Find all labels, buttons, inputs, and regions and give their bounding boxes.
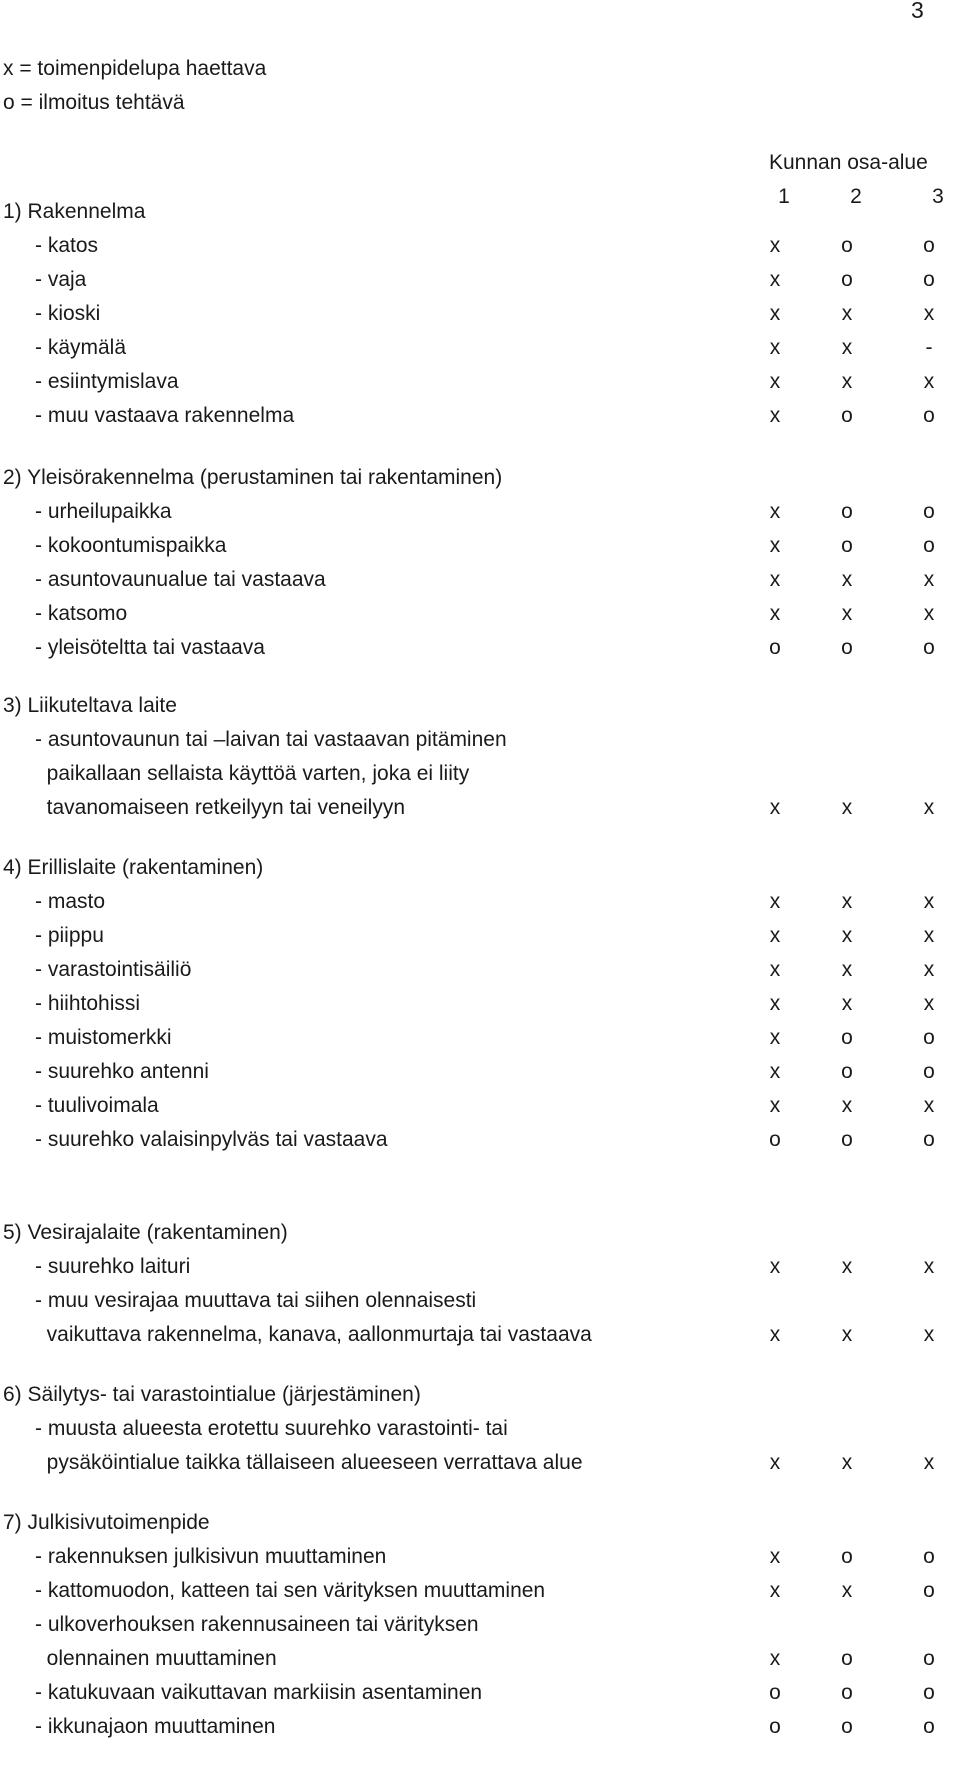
row-label: - katos xyxy=(35,234,99,257)
table-row xyxy=(3,365,958,399)
row-label: - esiintymislava xyxy=(35,370,179,393)
mark-area-3: o xyxy=(923,1681,935,1704)
mark-area-3: x xyxy=(923,890,935,913)
row-label: - katukuvaan vaikuttavan markiisin asentaminen xyxy=(35,1681,483,1704)
table-row xyxy=(3,1123,958,1157)
table-row xyxy=(3,529,958,563)
row-label: - muusta alueesta erotettu suurehko varastointi- tai xyxy=(35,1417,508,1440)
mark-area-2: o xyxy=(841,1715,853,1738)
table-row xyxy=(3,757,958,791)
mark-area-1: x xyxy=(769,602,781,625)
mark-area-2: o xyxy=(841,404,853,427)
mark-area-2: x xyxy=(841,992,853,1015)
mark-area-3: o xyxy=(923,1128,935,1151)
mark-area-3: o xyxy=(923,1579,935,1602)
row-label: - ikkunajaon muuttaminen xyxy=(35,1715,276,1738)
mark-area-1: x xyxy=(769,1647,781,1670)
mark-area-2: x xyxy=(841,958,853,981)
mark-area-2: x xyxy=(841,796,853,819)
mark-area-1: x xyxy=(769,336,781,359)
mark-area-3: x xyxy=(923,924,935,947)
section-5 xyxy=(3,1216,958,1352)
mark-area-3: x xyxy=(923,958,935,981)
mark-area-2: x xyxy=(841,602,853,625)
table-row xyxy=(3,1446,958,1480)
row-label: - urheilupaikka xyxy=(35,500,172,523)
mark-area-1: x xyxy=(769,992,781,1015)
mark-area-2: x xyxy=(841,336,853,359)
table-row xyxy=(3,597,958,631)
mark-area-1: x xyxy=(769,1255,781,1278)
mark-area-1: x xyxy=(769,1060,781,1083)
mark-area-3: o xyxy=(923,1545,935,1568)
table-row xyxy=(3,1021,958,1055)
section-4 xyxy=(3,851,958,1157)
section-7 xyxy=(3,1506,958,1744)
mark-area-1: x xyxy=(769,404,781,427)
table-row xyxy=(3,953,958,987)
mark-area-1: x xyxy=(769,534,781,557)
mark-area-2: o xyxy=(841,1681,853,1704)
mark-area-3: o xyxy=(923,500,935,523)
mark-area-1: x xyxy=(769,302,781,325)
mark-area-1: x xyxy=(769,1451,781,1474)
row-label: - kioski xyxy=(35,302,101,325)
table-row xyxy=(3,563,958,597)
legend-o: o = ilmoitus tehtävä xyxy=(3,91,185,114)
mark-area-3: x xyxy=(923,568,935,591)
mark-area-2: x xyxy=(841,890,853,913)
row-label: - tuulivoimala xyxy=(35,1094,159,1117)
table-row xyxy=(3,1412,958,1446)
table-row xyxy=(3,791,958,825)
mark-area-3: o xyxy=(923,534,935,557)
mark-area-2: o xyxy=(841,1128,853,1151)
mark-area-2: x xyxy=(841,924,853,947)
row-label: - muistomerkki xyxy=(35,1026,172,1049)
mark-area-3: x xyxy=(923,1323,935,1346)
row-label: - asuntovaunun tai –laivan tai vastaavan pitäminen xyxy=(35,728,507,751)
table-row xyxy=(3,331,958,365)
mark-area-1: x xyxy=(769,500,781,523)
row-label: - kokoontumispaikka xyxy=(35,534,227,557)
table-row xyxy=(3,919,958,953)
legend xyxy=(3,52,266,120)
mark-area-1: x xyxy=(769,1323,781,1346)
table-row xyxy=(3,263,958,297)
table-row xyxy=(3,1574,958,1608)
mark-area-3: o xyxy=(923,1715,935,1738)
mark-area-2: x xyxy=(841,1255,853,1278)
table-row xyxy=(3,1284,958,1318)
section-title: 7) Julkisivutoimenpide xyxy=(3,1511,210,1534)
mark-area-3: x xyxy=(923,602,935,625)
mark-area-1: x xyxy=(769,1094,781,1117)
mark-area-3: o xyxy=(923,1647,935,1670)
mark-area-1: x xyxy=(769,370,781,393)
mark-area-1: x xyxy=(769,234,781,257)
table-row xyxy=(3,495,958,529)
mark-area-1: o xyxy=(769,1715,781,1738)
mark-area-1: x xyxy=(769,568,781,591)
mark-area-2: x xyxy=(841,1323,853,1346)
mark-area-3: x xyxy=(923,992,935,1015)
section-title: 2) Yleisörakennelma (perustaminen tai rakentaminen) xyxy=(3,466,503,489)
mark-area-1: x xyxy=(769,268,781,291)
mark-area-2: x xyxy=(841,568,853,591)
row-label: - masto xyxy=(35,890,106,913)
mark-area-1: o xyxy=(769,1128,781,1151)
table-row xyxy=(3,1642,958,1676)
table-row xyxy=(3,723,958,757)
mark-area-3: x xyxy=(923,302,935,325)
table-row xyxy=(3,229,958,263)
mark-area-1: x xyxy=(769,924,781,947)
mark-area-2: o xyxy=(841,1026,853,1049)
table-row xyxy=(3,297,958,331)
mark-area-3: o xyxy=(923,234,935,257)
mark-area-3: o xyxy=(923,404,935,427)
table-row xyxy=(3,987,958,1021)
table-row xyxy=(3,885,958,919)
mark-area-1: x xyxy=(769,958,781,981)
row-label: - ulkoverhouksen rakennusaineen tai värityksen xyxy=(35,1613,479,1636)
section-title: 1) Rakennelma xyxy=(3,200,146,223)
mark-area-1: x xyxy=(769,796,781,819)
mark-area-2: x xyxy=(841,1579,853,1602)
mark-area-3: - xyxy=(925,336,933,359)
mark-area-1: x xyxy=(769,890,781,913)
table-row xyxy=(3,1089,958,1123)
mark-area-3: x xyxy=(923,370,935,393)
mark-area-3: x xyxy=(923,1255,935,1278)
section-6 xyxy=(3,1378,958,1480)
row-label: - suurehko laituri xyxy=(35,1255,191,1278)
row-label: - suurehko antenni xyxy=(35,1060,209,1083)
mark-area-2: o xyxy=(841,1545,853,1568)
section-title: 4) Erillislaite (rakentaminen) xyxy=(3,856,264,879)
mark-area-3: o xyxy=(923,1060,935,1083)
table-row xyxy=(3,1540,958,1574)
mark-area-2: o xyxy=(841,534,853,557)
row-label: - muu vastaava rakennelma xyxy=(35,404,295,427)
row-label: - suurehko valaisinpylväs tai vastaava xyxy=(35,1128,388,1151)
row-label: - muu vesirajaa muuttava tai siihen olennaisesti xyxy=(35,1289,477,1312)
row-label: - yleisöteltta tai vastaava xyxy=(35,636,265,659)
mark-area-1: x xyxy=(769,1545,781,1568)
row-label: tavanomaiseen retkeilyyn tai veneilyyn xyxy=(35,796,406,819)
mark-area-1: o xyxy=(769,1681,781,1704)
row-label: - kattomuodon, katteen tai sen värityksen muuttaminen xyxy=(35,1579,546,1602)
mark-area-2: x xyxy=(841,370,853,393)
mark-area-2: x xyxy=(841,302,853,325)
column-number-2: 2 xyxy=(850,185,862,208)
section-title: 6) Säilytys- tai varastointialue (järjestäminen) xyxy=(3,1383,421,1406)
row-label: - vaja xyxy=(35,268,87,291)
row-label: pysäköintialue taikka tällaiseen alueeseen verrattava alue xyxy=(35,1451,583,1474)
mark-area-3: x xyxy=(923,1094,935,1117)
table-row xyxy=(3,1250,958,1284)
section-1 xyxy=(3,195,958,433)
row-label: paikallaan sellaista käyttöä varten, joka ei liity xyxy=(35,762,470,785)
legend-x: x = toimenpidelupa haettava xyxy=(3,57,267,80)
mark-area-1: x xyxy=(769,1579,781,1602)
section-3 xyxy=(3,689,958,825)
mark-area-3: o xyxy=(923,636,935,659)
mark-area-1: x xyxy=(769,1026,781,1049)
row-label: - käymälä xyxy=(35,336,127,359)
mark-area-1: o xyxy=(769,636,781,659)
mark-area-2: x xyxy=(841,1094,853,1117)
mark-area-3: o xyxy=(923,268,935,291)
row-label: - katsomo xyxy=(35,602,128,625)
column-number-1: 1 xyxy=(778,185,790,208)
section-title: 5) Vesirajalaite (rakentaminen) xyxy=(3,1221,288,1244)
mark-area-2: o xyxy=(841,1647,853,1670)
mark-area-2: o xyxy=(841,500,853,523)
row-label: - rakennuksen julkisivun muuttaminen xyxy=(35,1545,387,1568)
table-row xyxy=(3,1318,958,1352)
mark-area-2: o xyxy=(841,636,853,659)
page-number: 3 xyxy=(911,0,924,23)
table-row xyxy=(3,1055,958,1089)
row-label: vaikuttava rakennelma, kanava, aallonmurtaja tai vastaava xyxy=(35,1323,592,1346)
table-row xyxy=(3,1608,958,1642)
table-row xyxy=(3,631,958,665)
mark-area-3: x xyxy=(923,1451,935,1474)
row-label: - asuntovaunualue tai vastaava xyxy=(35,568,326,591)
table-row xyxy=(3,1710,958,1744)
table-row xyxy=(3,1676,958,1710)
mark-area-2: o xyxy=(841,268,853,291)
mark-area-2: x xyxy=(841,1451,853,1474)
column-number-3: 3 xyxy=(932,185,944,208)
row-label: - hiihtohissi xyxy=(35,992,141,1015)
mark-area-2: o xyxy=(841,234,853,257)
row-label: - varastointisäiliö xyxy=(35,958,192,981)
row-label: olennainen muuttaminen xyxy=(35,1647,277,1670)
mark-area-3: x xyxy=(923,796,935,819)
table-row xyxy=(3,399,958,433)
row-label: - piippu xyxy=(35,924,104,947)
mark-area-3: o xyxy=(923,1026,935,1049)
section-2 xyxy=(3,461,958,665)
column-title: Kunnan osa-alue xyxy=(769,151,928,174)
section-title: 3) Liikuteltava laite xyxy=(3,694,177,717)
mark-area-2: o xyxy=(841,1060,853,1083)
